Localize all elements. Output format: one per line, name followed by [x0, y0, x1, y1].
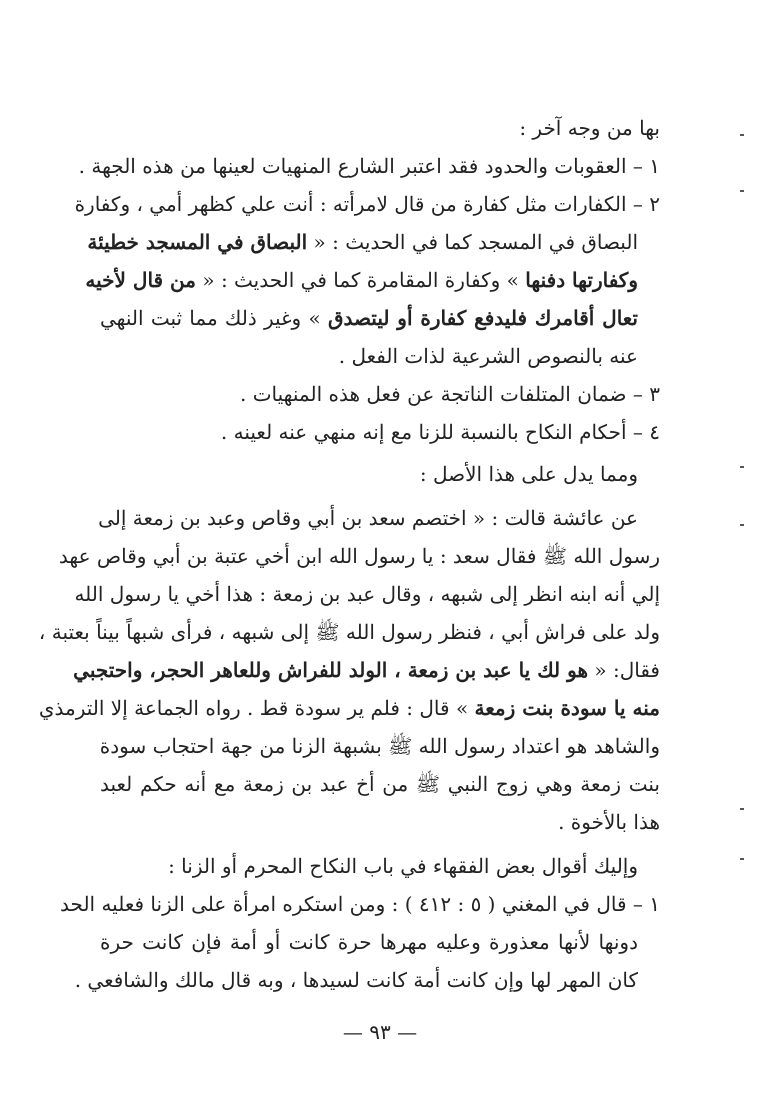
text-segment: رسول الله ﷺ فقال سعد : يا رسول الله ابن أخي عتبة بن أبي وقاص عهد — [58, 544, 660, 568]
hadith-quote: من قال لأخيه — [85, 268, 196, 292]
text-line — [87, 222, 638, 262]
hadith-quote: منه يا سودة بنت زمعة — [474, 696, 660, 720]
text-line — [100, 498, 638, 538]
text-segment: بها من وجه آخر : — [519, 116, 660, 140]
text-line — [74, 574, 660, 614]
text-segment: » قال : فلم ير سودة قط . رواه الجماعة إلا الترمذي — [38, 696, 475, 720]
text-line — [100, 298, 638, 338]
text-line — [74, 184, 660, 224]
margin-mark — [740, 190, 744, 192]
text-segment: ٢ – الكفارات مثل كفارة من قال لامرأته : أنت علي كظهر أمي ، وكفارة — [74, 192, 660, 216]
margin-mark — [740, 466, 744, 468]
text-line — [220, 412, 660, 452]
text-line — [85, 260, 638, 300]
text-line — [419, 454, 638, 494]
text-line — [58, 536, 660, 576]
text-segment: ومما يدل على هذا الأصل : — [419, 462, 638, 486]
text-line — [38, 688, 660, 728]
text-segment: إلي أنه ابنه انظر إلى شبهه ، وقال عبد بن زمعة : هذا أخي يا رسول الله — [74, 582, 660, 606]
margin-mark — [740, 524, 744, 526]
text-segment: ١ – قال في المغني ( ٥ : ٤١٢ ) : ومن استكره امرأة على الزنا فعليه الحد — [60, 892, 660, 916]
text-segment: والشاهد هو اعتداد رسول الله ﷺ بشبهة الزنا من جهة احتجاب سودة — [99, 734, 660, 758]
text-line — [74, 960, 638, 1000]
text-line — [100, 726, 660, 766]
text-segment: ولد على فراش أبي ، فنظر رسول الله ﷺ إلى شبهه ، فرأى شبهاً بيناً بعتبة ، — [38, 620, 660, 644]
page-number: — ٩٣ — — [342, 1020, 418, 1044]
text-line — [73, 650, 660, 690]
text-line — [560, 802, 660, 842]
text-line — [240, 374, 660, 414]
text-segment: كان المهر لها وإن كانت أمة كانت لسيدها ، وبه قال مالك والشافعي . — [74, 968, 638, 992]
margin-mark — [740, 858, 744, 860]
text-segment: هذا بالأخوة . — [558, 810, 660, 834]
text-segment: البصاق في المسجد كما في الحديث : « — [307, 230, 638, 254]
text-segment: وإليك أقوال بعض الفقهاء في باب النكاح المحرم أو الزنا : — [168, 854, 638, 878]
text-segment: » وغير ذلك مما ثبت النهي — [100, 306, 328, 330]
text-line — [470, 108, 660, 148]
text-segment: بنت زمعة وهي زوج النبي ﷺ من أخ عبد بن زمعة مع أنه حكم لعبد — [100, 772, 660, 796]
hadith-quote: وكفارتها دفنها — [525, 268, 638, 292]
text-segment: » وكفارة المقامرة كما في الحديث : « — [196, 268, 526, 292]
hadith-quote: تعال أقامرك فليدفع كفارة أو ليتصدق — [327, 306, 639, 330]
text-line — [100, 764, 660, 804]
margin-mark — [740, 134, 744, 136]
text-segment: عنه بالنصوص الشرعية لذات الفعل . — [338, 344, 638, 368]
text-segment: ٣ – ضمان المتلفات الناتجة عن فعل هذه المنهيات . — [240, 382, 660, 406]
margin-mark — [740, 808, 744, 810]
text-line — [60, 884, 660, 924]
text-line — [78, 146, 660, 186]
text-line — [330, 336, 638, 376]
text-segment: فقال: « — [588, 658, 660, 682]
text-segment: ١ – العقوبات والحدود فقد اعتبر الشارع المنهيات لعينها من هذه الجهة . — [78, 154, 660, 178]
text-segment: عن عائشة قالت : « اختصم سعد بن أبي وقاص وعبد بن زمعة إلى — [98, 506, 638, 530]
text-segment: ٤ – أحكام النكاح بالنسبة للزنا مع إنه منهي عنه لعينه . — [220, 420, 660, 444]
text-line — [168, 846, 638, 886]
text-line — [38, 612, 660, 652]
hadith-quote: البصاق في المسجد خطيئة — [87, 230, 308, 254]
text-segment: دونها لأنها معذورة وعليه مهرها حرة كانت أو أمة فإن كانت حرة — [100, 930, 638, 954]
hadith-quote: هو لك يا عبد بن زمعة ، الولد للفراش وللعاهر الحجر، واحتجبي — [73, 658, 588, 682]
text-line — [100, 922, 638, 962]
